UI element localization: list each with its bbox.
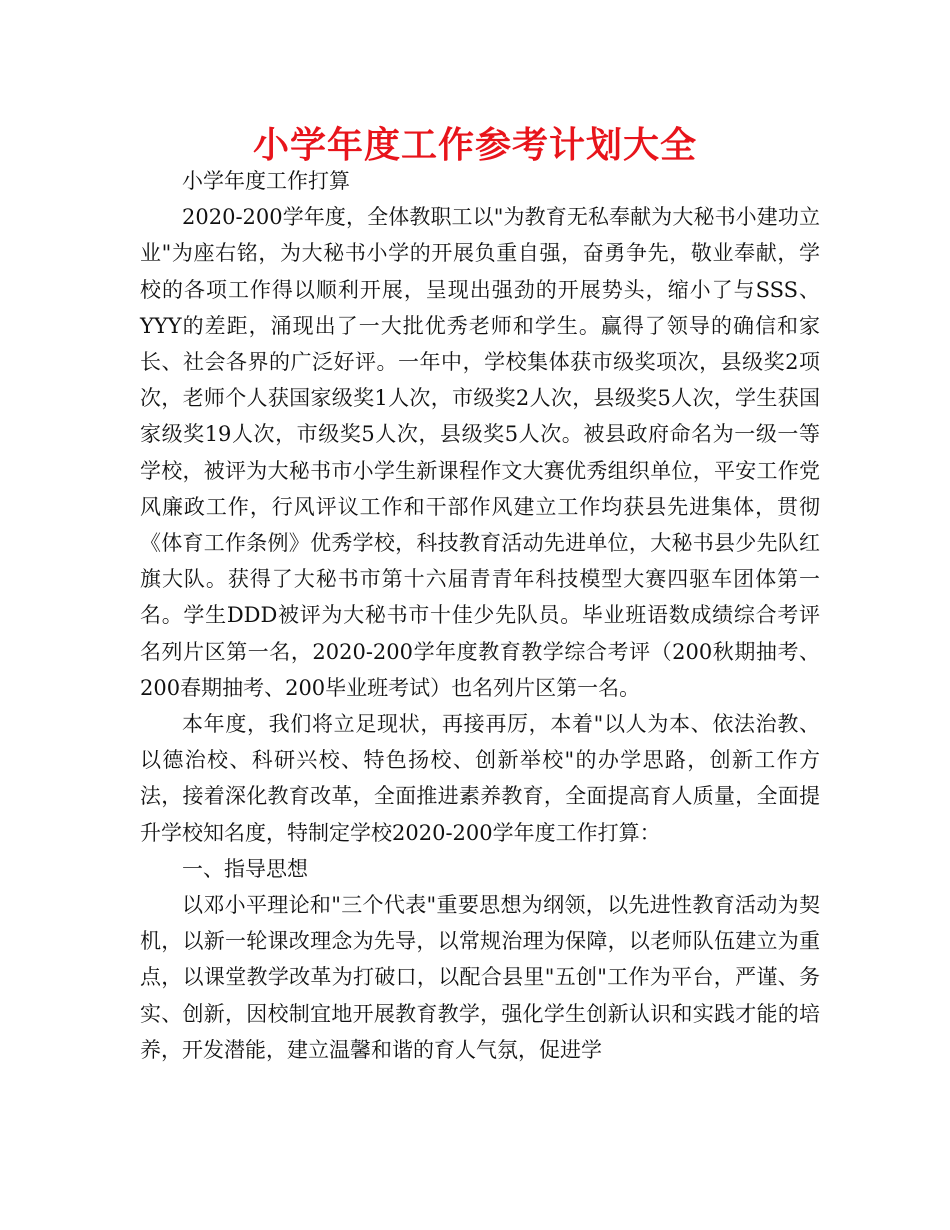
document-body [140, 163, 820, 1068]
document-title: 小学年度工作参考计划大全 [252, 125, 697, 166]
paragraph-guiding-thought: 以邓小平理论和"三个代表"重要思想为纲领，以先进性教育活动为契机，以新一轮课改理念为先导，以常规治理为保障，以老师队伍建立为重点，以课堂教学改革为打破口，以配合县里"五创"工作为平台，严谨、务实、创新，因校制宜地开展教育教学，强化学生创新认识和实践才能的培养，开发潜能，建立温馨和谐的育人气氛，促进学 [140, 893, 820, 1062]
section-heading-guiding-thought: 一、指导思想 [182, 856, 308, 881]
paragraph-intent: 本年度，我们将立足现状，再接再厉，本着"以人为本、依法治教、以德治校、科研兴校、特色扬校、创新举校"的办学思路，创新工作方法，接着深化教育改革，全面推进素养教育，全面提高育人质量，全面提升学校知名度，特制定学校2020-200学年度工作打算： [140, 712, 820, 845]
paragraph-review: 2020-200学年度，全体教职工以"为教育无私奉献为大秘书小建功立业"为座右铭，为大秘书小学的开展负重自强，奋勇争先，敬业奉献，学校的各项工作得以顺利开展，呈现出强劲的开展势头，缩小了与SSS、YYY的差距，涌现出了一大批优秀老师和学生。赢得了领导的确信和家长、社会各界的广泛好评。一年中，学校集体获市级奖项次，县级奖2项次，老师个人获国家级奖1人次，市级奖2人次，县级奖5人次，学生获国家级奖19人次，市级奖5人次，县级奖5人次。被县政府命名为一级一等学校，被评为大秘书市小学生新课程作文大赛优秀组织单位，平安工作党风廉政工作，行风评议工作和干部作风建立工作均获县先进集体，贯彻《体育工作条例》优秀学校，科技教育活动先进单位，大秘书县少先队红旗大队。获得了大秘书市第十六届青青年科技模型大赛四驱车团体第一名。学生DDD被评为大秘书市十佳少先队员。毕业班语数成绩综合考评名列片区第一名，2020-200学年度教育教学综合考评（200秋期抽考、200春期抽考、200毕业班考试）也名列片区第一名。 [140, 205, 820, 700]
section-heading-plan: 小学年度工作打算 [182, 169, 350, 193]
